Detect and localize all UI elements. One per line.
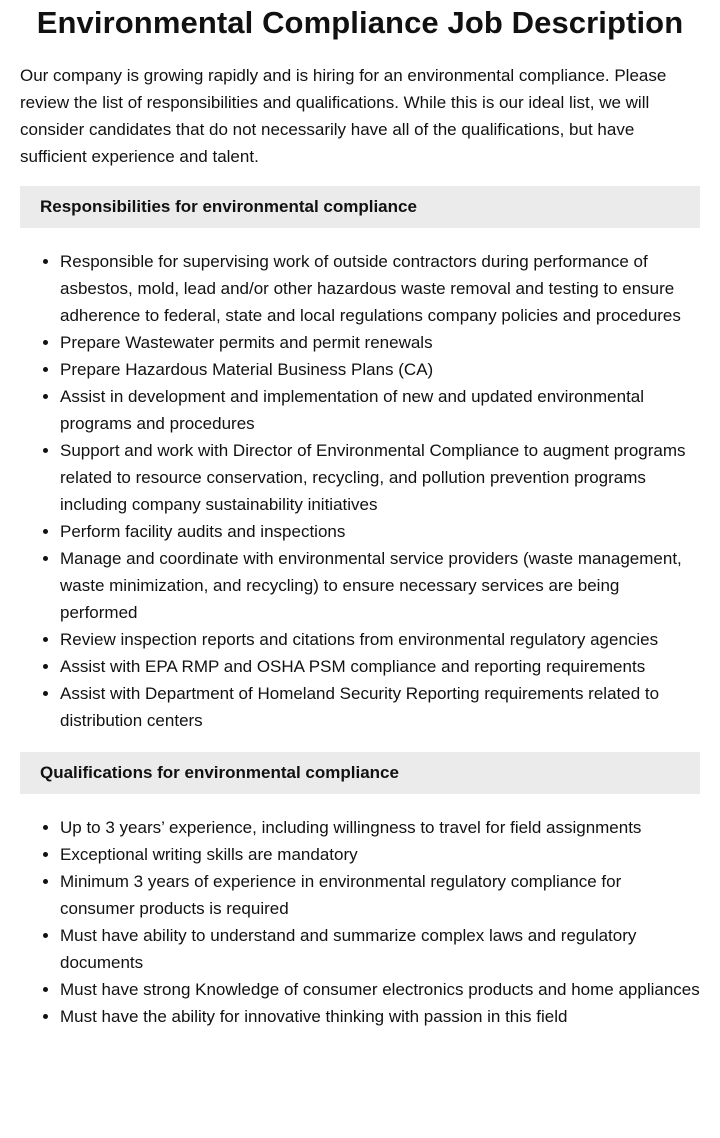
list-item: • Prepare Hazardous Material Business Plans (CA) bbox=[60, 356, 700, 383]
list-item: • Support and work with Director of Environmental Compliance to augment programs related to resource conservation, recycling, and pollution prevention programs including company sustainability initiatives bbox=[60, 437, 700, 518]
list-item: • Responsible for supervising work of outside contractors during performance of asbestos, mold, lead and/or other hazardous waste removal and testing to ensure adherence to federal, state and local regulations company policies and procedures bbox=[60, 248, 700, 329]
list-item: • Exceptional writing skills are mandatory bbox=[60, 841, 700, 868]
list-item: • Prepare Wastewater permits and permit renewals bbox=[60, 329, 700, 356]
list-item: • Assist in development and implementation of new and updated environmental programs and procedures bbox=[60, 383, 700, 437]
responsibilities-list bbox=[20, 248, 700, 734]
list-item: • Perform facility audits and inspections bbox=[60, 518, 700, 545]
list-item: • Review inspection reports and citations from environmental regulatory agencies bbox=[60, 626, 700, 653]
list-item: • Manage and coordinate with environmental service providers (waste management, waste minimization, and recycling) to ensure necessary services are being performed bbox=[60, 545, 700, 626]
responsibilities-heading: Responsibilities for environmental compliance bbox=[20, 186, 700, 228]
list-item: • Assist with EPA RMP and OSHA PSM compliance and reporting requirements bbox=[60, 653, 700, 680]
page-title: Environmental Compliance Job Description bbox=[36, 5, 684, 40]
list-item: • Assist with Department of Homeland Security Reporting requirements related to distribution centers bbox=[60, 680, 700, 734]
intro-paragraph: Our company is growing rapidly and is hiring for an environmental compliance. Please review the list of responsibilities and qualifications. While this is our ideal list, we will consider candidates that do not necessarily have all of the qualifications, but have sufficient experience and talent. bbox=[20, 66, 667, 166]
list-item: • Must have ability to understand and summarize complex laws and regulatory documents bbox=[60, 922, 700, 976]
list-item: • Must have the ability for innovative thinking with passion in this field bbox=[60, 1003, 700, 1030]
list-item: • Minimum 3 years of experience in environmental regulatory compliance for consumer products is required bbox=[60, 868, 700, 922]
list-item: • Up to 3 years’ experience, including willingness to travel for field assignments bbox=[60, 814, 700, 841]
qualifications-list bbox=[20, 814, 700, 1030]
list-item: • Must have strong Knowledge of consumer electronics products and home appliances bbox=[60, 976, 700, 1003]
qualifications-heading: Qualifications for environmental compliance bbox=[20, 752, 700, 794]
